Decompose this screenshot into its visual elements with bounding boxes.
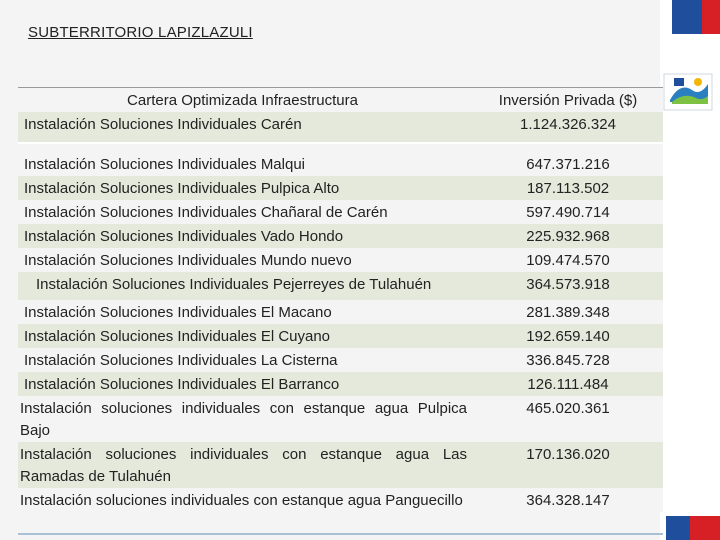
row-label: Instalación Soluciones Individuales Chañaral de Carén	[24, 204, 388, 221]
table-row	[18, 112, 663, 144]
row-value: 126.111.484	[527, 376, 609, 393]
row-label: Instalación Soluciones Individuales El Cuyano	[24, 328, 331, 345]
page-title: SUBTERRITORIO LAPIZLAZULI	[28, 24, 253, 41]
flag-blue-block-bottom	[666, 516, 690, 540]
row-value: 647.371.216	[526, 156, 610, 173]
row-value: 187.113.502	[526, 180, 610, 197]
row-value: 597.490.714	[526, 204, 610, 221]
table-header	[18, 88, 663, 112]
row-label: Instalación Soluciones Individuales Pejerreyes de Tulahuén	[36, 276, 432, 293]
row-label: Instalación Soluciones Individuales Vado Hondo	[24, 228, 344, 245]
bottom-divider	[18, 533, 663, 535]
column-header-investment: Inversión Privada ($)	[498, 92, 638, 109]
table-row	[18, 300, 663, 324]
flag-red-block-bottom	[690, 516, 720, 540]
row-value: 170.136.020	[526, 446, 610, 463]
row-label: Instalación soluciones individuales con estanque agua Pulpica Bajo	[20, 400, 467, 439]
table-row	[18, 488, 663, 512]
row-label: Instalación Soluciones Individuales Carén	[24, 116, 302, 133]
row-value: 192.659.140	[526, 328, 610, 345]
table-row	[18, 248, 663, 272]
table-row	[18, 396, 663, 442]
table-row	[18, 348, 663, 372]
table-row	[18, 324, 663, 348]
column-header-portfolio: Cartera Optimizada Infraestructura	[127, 92, 358, 109]
investment-table	[18, 87, 663, 512]
row-label: Instalación Soluciones Individuales El Barranco	[24, 376, 340, 393]
row-label: Instalación Soluciones Individuales Malqui	[24, 156, 306, 173]
row-value: 1.124.326.324	[520, 116, 616, 133]
row-value: 364.573.918	[526, 276, 610, 293]
row-value: 109.474.570	[526, 252, 610, 269]
row-value: 281.389.348	[526, 304, 610, 321]
government-logo-icon	[662, 72, 714, 112]
table-row	[18, 372, 663, 396]
row-value: 336.845.728	[526, 352, 610, 369]
table-row	[18, 272, 663, 300]
flag-red-block	[702, 0, 720, 34]
flag-blue-block	[672, 0, 702, 34]
table-row	[18, 200, 663, 224]
row-label: Instalación Soluciones Individuales El Macano	[24, 304, 332, 321]
table-row	[18, 442, 663, 488]
row-label: Instalación Soluciones Individuales Pulpica Alto	[24, 180, 340, 197]
row-label: Instalación Soluciones Individuales Mundo nuevo	[24, 252, 352, 269]
row-value: 225.932.968	[526, 228, 610, 245]
row-label: Instalación Soluciones Individuales La Cisterna	[24, 352, 338, 369]
row-value: 465.020.361	[526, 400, 610, 417]
table-row	[18, 176, 663, 200]
row-label: Instalación soluciones individuales con estanque agua Panguecillo	[20, 492, 463, 509]
table-row	[18, 224, 663, 248]
row-label: Instalación soluciones individuales con estanque agua Las Ramadas de Tulahuén	[20, 446, 467, 485]
table-row	[18, 144, 663, 176]
row-value: 364.328.147	[526, 492, 610, 509]
